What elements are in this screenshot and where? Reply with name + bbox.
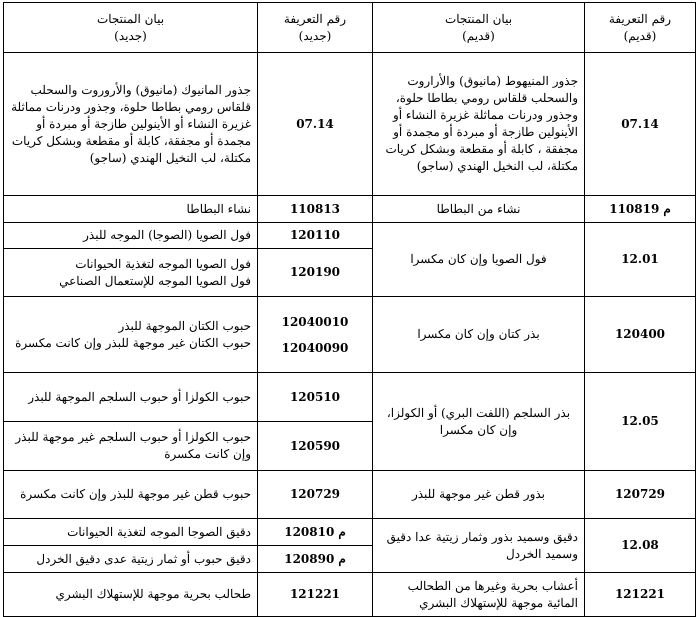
code-old-cell: 07.14 [585,53,696,196]
code-new-cell: 120729 [258,471,373,519]
code-new-cell: 121221 [258,573,373,617]
desc-old-cell: بذر السلجم (اللفت البري) أو الكولزا، وإن كان مكسرا [373,373,585,471]
code-old-cell: 12.01 [585,223,696,297]
desc-old-cell: بذور قطن غير موجهة للبذر [373,471,585,519]
desc-old-cell: نشاء من البطاطا [373,196,585,223]
code-old-cell: 121221 [585,573,696,617]
desc-old-cell: فول الصويا وإن كان مكسرا [373,223,585,297]
table-row [4,297,696,373]
table-row [4,519,696,546]
table-row [4,223,696,249]
desc-new-cell: جذور المانيوك (مانيوق) والأروروت والسحلب قلقاس رومي بطاطا حلوة، وجذور ودرنات مماثلة غزيرة النشاء أو الأينولين طازجة أو مبردة أو مجمدة أو مجفقة، كابلة أو مقطعة وبشكل كريات مكتلة، لب النخيل الهندي (ساجو) [4,53,258,196]
desc-old-cell: أعشاب بحرية وغيرها من الطحالب المائية موجهة للإستهلاك البشري [373,573,585,617]
desc-new-cell: فول الصويا (الصوجا) الموجه للبذر [4,223,258,249]
desc-new-cell: حبوب الكولزا أو حبوب السلجم غير موجهة للبذر وإن كانت مكسرة [4,422,258,471]
header-row [4,3,696,53]
header-code-old: رقم التعريفة (قديم) [585,3,696,53]
header-desc-old: بيان المنتجات (قديم) [373,3,585,53]
table-row [4,196,696,223]
desc-new-cell: فول الصويا الموجه لتغذية الحيوانات فول الصويا الموجه للإستعمال الصناعي [4,249,258,297]
code-new-cell: م120890 [258,546,373,573]
table-row [4,471,696,519]
code-new-cell: 12040010 12040090 [258,297,373,373]
code-new-cell: 120110 [258,223,373,249]
desc-new-cell: دقيق حبوب أو ثمار زيتية عدى دقيق الخردل [4,546,258,573]
desc-new-cell: نشاء البطاطا [4,196,258,223]
code-new-cell: 120510 [258,373,373,422]
code-old-cell: 120729 [585,471,696,519]
code-old-cell: 120400 [585,297,696,373]
desc-new-cell: حبوب قطن غير موجهة للبذر وإن كانت مكسرة [4,471,258,519]
table-row [4,53,696,196]
code-old-cell: 12.08 [585,519,696,573]
table-row [4,373,696,422]
code-old-cell: م110819 [585,196,696,223]
tariff-comparison-table [3,2,696,617]
desc-old-cell: دقيق وسميد بذور وثمار زيتية عدا دقيق وسميد الخردل [373,519,585,573]
desc-new-cell: حبوب الكولزا أو حبوب السلجم الموجهة للبذر [4,373,258,422]
code-old-cell: 12.05 [585,373,696,471]
table-row [4,573,696,617]
header-code-new: رقم التعريفة (جديد) [258,3,373,53]
desc-new-cell: حبوب الكتان الموجهة للبذر حبوب الكتان غير موجهة للبذر وإن كانت مكسرة [4,297,258,373]
code-prefix: م [338,551,346,566]
code-new-cell: 110813 [258,196,373,223]
header-desc-new: بيان المنتجات (جديد) [4,3,258,53]
code-new-cell: 120590 [258,422,373,471]
code-new-cell: م120810 [258,519,373,546]
code-prefix: م [663,201,671,216]
code-new-cell: 120190 [258,249,373,297]
desc-new-cell: طحالب بحرية موجهة للإستهلاك البشري [4,573,258,617]
code-prefix: م [338,524,346,539]
desc-old-cell: بذر كتان وإن كان مكسرا [373,297,585,373]
code-new-cell: 07.14 [258,53,373,196]
desc-old-cell: جذور المنيهوط (مانيوق) والأراروت والسحلب قلقاس رومي بطاطا حلوة، وجذور ودرنات مماثلة غزيرة النشاء أو الأينولين طازجة أو مبردة أو مجمدة أو مجفقة ، كابلة أو مقطعة وبشكل كريات مكتلة، لب النخيل الهندي (ساجو) [373,53,585,196]
desc-new-cell: دقيق الصوجا الموجه لتغذية الحيوانات [4,519,258,546]
